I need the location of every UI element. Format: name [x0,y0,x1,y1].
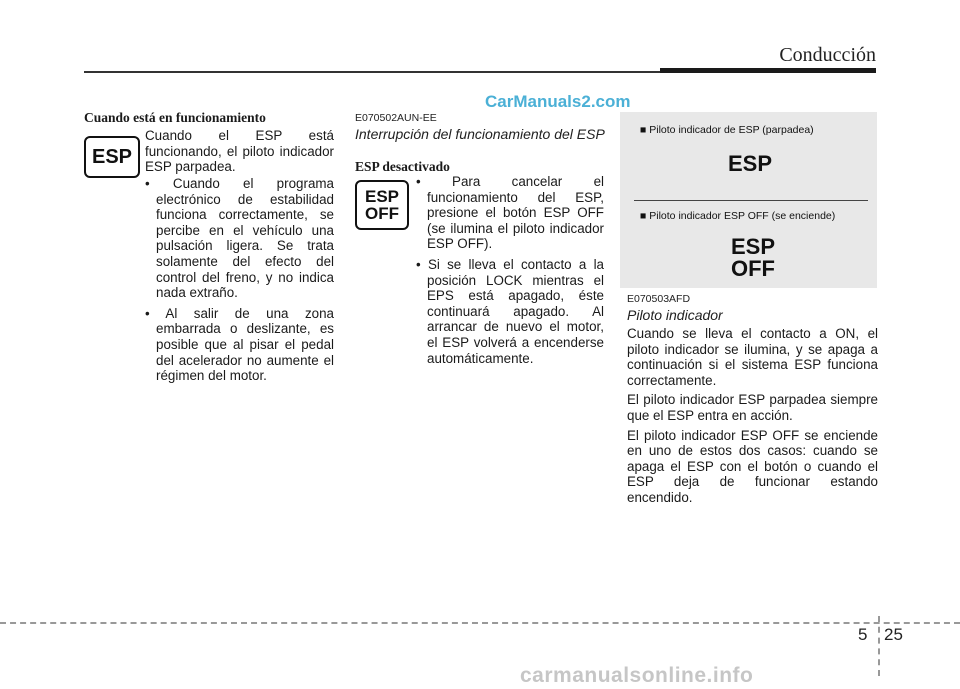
watermark-link[interactable]: CarManuals2.com [485,92,631,111]
section-title: Conducción [779,44,876,66]
panel-caption-esp-off: ■ Piloto indicador ESP OFF (se enciende) [640,210,836,222]
col2-heading: ESP desactivado [355,159,450,174]
col3-code: E070503AFD [627,293,691,305]
col2-subheading: Interrupción del funcionamiento del ESP [355,126,605,142]
col1-bullet-list [145,176,334,389]
panel-caption-esp: ■ Piloto indicador de ESP (parpadea) [640,124,814,136]
list-item: • Al salir de una zona embarrada o deslizante, es posible que al pisar el pedal del acelerador no aumente el régimen del motor. [145,305,334,384]
page-number: 25 [884,625,903,644]
col3-paragraph: El piloto indicador ESP OFF se enciende en uno de estos dos casos: cuando se apaga el ESP con el botón o cuando el ESP deja de funcionar estando encendido. [627,427,878,505]
chapter-number: 5 [858,625,868,644]
col2-bullet-list [416,174,604,371]
esp-off-icon-line1: ESP [364,187,400,206]
esp-off-indicator-line2: OFF [731,256,775,281]
footer-separator [878,616,880,676]
col1-heading: Cuando está en funcionamiento [84,110,266,125]
bottom-watermark-link[interactable]: carmanualsonline.info [520,664,754,687]
esp-off-indicator-icon [713,236,793,280]
header-rule-thin [84,71,660,73]
panel-divider [634,200,868,201]
esp-off-icon-line2: OFF [365,204,399,223]
col3-paragraph: Cuando se lleva el contacto a ON, el piloto indicador se ilumina, y se apaga a continuación si el sistema ESP funciona correctamente. [627,326,878,388]
header-rule-thick [660,68,876,73]
col3-body [627,326,878,506]
list-item: • Si se lleva el contacto a la posición LOCK mientras el EPS está apagado, éste continuará apagado. Al arrancar de nuevo el motor, el ESP volverá a encenderse automáticamente. [416,256,604,366]
list-item: • Cuando el programa electrónico de estabilidad funciona correctamente, se percibe en el vehículo una pulsación ligera. Se trata solamente del efecto del control del freno, y no indica nada extraño. [145,176,334,301]
col3-subheading: Piloto indicador [627,307,723,323]
esp-off-icon [355,180,409,230]
footer-divider [0,622,960,624]
esp-icon-label: ESP [91,145,133,168]
esp-warning-icon [84,136,140,178]
esp-indicator-icon: ESP [727,151,773,176]
list-item: • Para cancelar el funcionamiento del ESP, presione el botón ESP OFF (se ilumina el piloto indicador ESP OFF). [416,174,604,252]
col1-intro: Cuando el ESP está funcionando, el piloto indicador ESP parpadea. [145,128,334,175]
col3-paragraph: El piloto indicador ESP parpadea siempre que el ESP entra en acción. [627,392,878,423]
col2-code: E070502AUN-EE [355,112,437,124]
esp-off-indicator-line1: ESP [730,234,776,259]
